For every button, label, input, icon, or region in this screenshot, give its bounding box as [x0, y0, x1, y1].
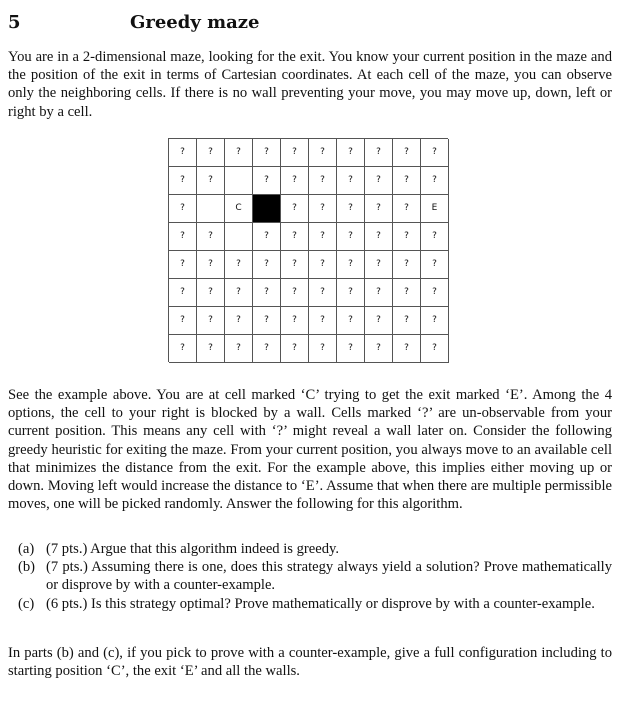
maze-cell-unknown: ?	[393, 279, 421, 307]
maze-cell-unknown: ?	[309, 139, 337, 167]
maze-cell-open	[225, 167, 253, 195]
maze-cell-unknown: ?	[169, 335, 197, 363]
maze-cell-unknown: ?	[337, 223, 365, 251]
question-label: (c)	[18, 595, 35, 612]
maze-cell-unknown: ?	[197, 335, 225, 363]
maze-cell-unknown: ?	[365, 139, 393, 167]
maze-cell-unknown: ?	[281, 223, 309, 251]
question-item	[8, 595, 612, 613]
maze-cell-unknown: ?	[309, 223, 337, 251]
maze-cell-unknown: ?	[421, 223, 449, 251]
maze-cell-unknown: ?	[281, 251, 309, 279]
maze-cell-unknown: ?	[393, 167, 421, 195]
maze-cell-unknown: ?	[365, 195, 393, 223]
maze-cell-unknown: ?	[365, 335, 393, 363]
maze-cell-unknown: ?	[253, 139, 281, 167]
maze-grid	[168, 138, 448, 362]
maze-cell-unknown: ?	[169, 307, 197, 335]
maze-cell-unknown: ?	[393, 307, 421, 335]
maze-cell-unknown: ?	[169, 279, 197, 307]
maze-cell-unknown: ?	[309, 335, 337, 363]
maze-cell-unknown: ?	[197, 167, 225, 195]
section-heading	[8, 8, 608, 36]
maze-cell-unknown: ?	[337, 139, 365, 167]
intro-paragraph: You are in a 2-dimensional maze, looking for the exit. You know your current position in the maze and the position of the exit in terms of Cartesian coordinates. At each cell of the maze, you can observe only the neighboring cells. If there is no wall preventing your move, you may move up, down, left or right by a cell.	[8, 49, 612, 120]
maze-cell-unknown: ?	[421, 139, 449, 167]
maze-cell-open	[225, 223, 253, 251]
maze-cell-unknown: ?	[281, 167, 309, 195]
maze-cell-unknown: ?	[281, 195, 309, 223]
maze-cell-unknown: ?	[225, 139, 253, 167]
example-paragraph: See the example above. You are at cell marked ‘C’ trying to get the exit marked ‘E’. Among the 4 options, the cell to your right is blocked by a wall. Cells marked ‘?’ are un-observable from your current position. This means any cell with ‘?’ might reveal a wall later on. Consider the following greedy heuristic for exiting the maze. From your current position, you always move to an available cell that minimizes the distance from the exit. For the example above, this implies either moving up or down. Moving left would increase the distance to ‘E’. Assume that when there are multiple permissible moves, one will be picked randomly. Answer the following for this algorithm.	[8, 387, 612, 513]
question-item	[8, 540, 612, 558]
maze-cell-unknown: ?	[421, 335, 449, 363]
maze-cell-unknown: ?	[365, 307, 393, 335]
section-number: 5	[8, 12, 21, 33]
maze-cell-unknown: ?	[365, 223, 393, 251]
question-text: (6 pts.) Is this strategy optimal? Prove mathematically or disprove by with a counter-example.	[46, 595, 595, 612]
maze-cell-unknown: ?	[337, 195, 365, 223]
question-label: (b)	[18, 559, 36, 576]
maze-cell-unknown: ?	[253, 251, 281, 279]
question-text: (7 pts.) Argue that this algorithm indeed is greedy.	[46, 541, 340, 557]
maze-cell-open	[197, 195, 225, 223]
maze-cell-unknown: ?	[253, 335, 281, 363]
maze-cell-wall	[253, 195, 281, 223]
maze-cell-unknown: ?	[337, 307, 365, 335]
maze-cell-unknown: ?	[197, 223, 225, 251]
final-paragraph: In parts (b) and (c), if you pick to prove with a counter-example, give a full configuration including to starting position ‘C’, the exit ‘E’ and all the walls.	[8, 645, 612, 680]
maze-cell-unknown: ?	[365, 279, 393, 307]
maze-cell-unknown: ?	[169, 139, 197, 167]
maze-cell-exit: E	[421, 195, 449, 223]
maze-cell-unknown: ?	[225, 307, 253, 335]
maze-cell-current: C	[225, 195, 253, 223]
maze-cell-unknown: ?	[253, 307, 281, 335]
maze-cell-unknown: ?	[337, 279, 365, 307]
maze-cell-unknown: ?	[169, 167, 197, 195]
maze-cell-unknown: ?	[393, 139, 421, 167]
maze-cell-unknown: ?	[309, 195, 337, 223]
maze-cell-unknown: ?	[197, 139, 225, 167]
maze-cell-unknown: ?	[309, 307, 337, 335]
maze-cell-unknown: ?	[225, 335, 253, 363]
maze-cell-unknown: ?	[337, 251, 365, 279]
maze-cell-unknown: ?	[309, 167, 337, 195]
maze-cell-unknown: ?	[169, 251, 197, 279]
maze-cell-unknown: ?	[281, 307, 309, 335]
maze-cell-unknown: ?	[365, 251, 393, 279]
maze-cell-unknown: ?	[337, 167, 365, 195]
maze-cell-unknown: ?	[393, 223, 421, 251]
maze-cell-unknown: ?	[197, 307, 225, 335]
maze-cell-unknown: ?	[169, 223, 197, 251]
maze-cell-unknown: ?	[169, 195, 197, 223]
maze-cell-unknown: ?	[421, 307, 449, 335]
question-list	[8, 540, 612, 613]
question-text: (7 pts.) Assuming there is one, does this strategy always yield a solution? Prove mathematically or disprove by with a counter-example.	[46, 559, 612, 594]
maze-cell-unknown: ?	[421, 279, 449, 307]
maze-cell-unknown: ?	[421, 251, 449, 279]
maze-cell-unknown: ?	[393, 251, 421, 279]
maze-cell-unknown: ?	[281, 335, 309, 363]
maze-cell-unknown: ?	[309, 251, 337, 279]
maze-cell-unknown: ?	[253, 279, 281, 307]
maze-cell-unknown: ?	[197, 251, 225, 279]
section-title: Greedy maze	[130, 12, 260, 33]
maze-cell-unknown: ?	[365, 167, 393, 195]
maze-cell-unknown: ?	[393, 335, 421, 363]
maze-cell-unknown: ?	[393, 195, 421, 223]
maze-cell-unknown: ?	[197, 279, 225, 307]
maze-cell-unknown: ?	[281, 279, 309, 307]
maze-cell-unknown: ?	[253, 223, 281, 251]
question-item	[8, 558, 612, 594]
maze-cell-unknown: ?	[421, 167, 449, 195]
maze-cell-unknown: ?	[281, 139, 309, 167]
maze-cell-unknown: ?	[225, 251, 253, 279]
maze-cell-unknown: ?	[225, 279, 253, 307]
maze-cell-unknown: ?	[253, 167, 281, 195]
question-label: (a)	[18, 541, 35, 557]
maze-cell-unknown: ?	[309, 279, 337, 307]
maze-cell-unknown: ?	[337, 335, 365, 363]
